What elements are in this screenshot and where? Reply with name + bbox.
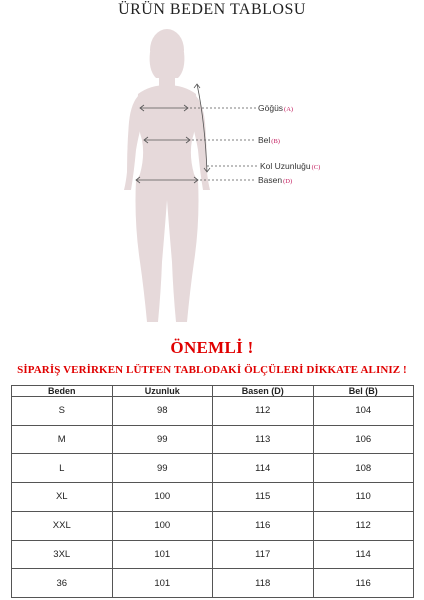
measure-name: Göğüs [258,103,284,113]
body-measurement-diagram [0,22,424,332]
table-cell: 100 [112,483,213,512]
table-cell: 115 [213,483,314,512]
table-cell: 118 [213,569,314,598]
size-table [11,385,414,598]
measure-label-hip [258,175,292,187]
important-heading: ÖNEMLİ ! [170,338,254,357]
measure-name: Basen [258,175,283,185]
table-row [12,454,414,483]
table-cell: XL [12,483,113,512]
page-title: ÜRÜN BEDEN TABLOSU [118,1,306,18]
woman-silhouette [0,22,424,332]
table-row [12,397,414,426]
table-cell: 116 [313,569,414,598]
column-header: Bel (B) [313,386,414,397]
table-cell: 3XL [12,540,113,569]
table-cell: 99 [112,425,213,454]
column-header: Beden [12,386,113,397]
table-cell: 104 [313,397,414,426]
table-cell: 116 [213,511,314,540]
table-cell: 106 [313,425,414,454]
table-cell: 117 [213,540,314,569]
table-cell: 113 [213,425,314,454]
measure-label-arm-length [260,161,320,173]
measure-name: Kol Uzunluğu [260,161,311,171]
measure-letter: (B) [271,138,280,145]
measure-letter: (A) [284,106,294,113]
measure-name: Bel [258,135,271,145]
table-cell: 110 [313,483,414,512]
table-row [12,511,414,540]
table-cell: 101 [112,540,213,569]
measure-label-chest [258,103,293,115]
table-row [12,425,414,454]
table-cell: L [12,454,113,483]
table-cell: 112 [313,511,414,540]
table-row [12,483,414,512]
table-cell: XXL [12,511,113,540]
measure-letter: (D) [283,178,293,185]
column-header: Basen (D) [213,386,314,397]
measure-label-waist [258,135,280,147]
table-cell: 101 [112,569,213,598]
table-cell: 114 [213,454,314,483]
warning-text: SİPARİŞ VERİRKEN LÜTFEN TABLODAKİ ÖLÇÜLERİ DİKKATE ALINIZ ! [17,364,407,376]
table-row [12,569,414,598]
table-cell: 108 [313,454,414,483]
table-cell: M [12,425,113,454]
table-cell: 99 [112,454,213,483]
column-header: Uzunluk [112,386,213,397]
table-header-row [12,386,414,397]
table-cell: 100 [112,511,213,540]
table-cell: 98 [112,397,213,426]
table-cell: 112 [213,397,314,426]
measure-letter: (C) [311,164,321,171]
table-cell: 114 [313,540,414,569]
table-row [12,540,414,569]
table-cell: 36 [12,569,113,598]
table-cell: S [12,397,113,426]
